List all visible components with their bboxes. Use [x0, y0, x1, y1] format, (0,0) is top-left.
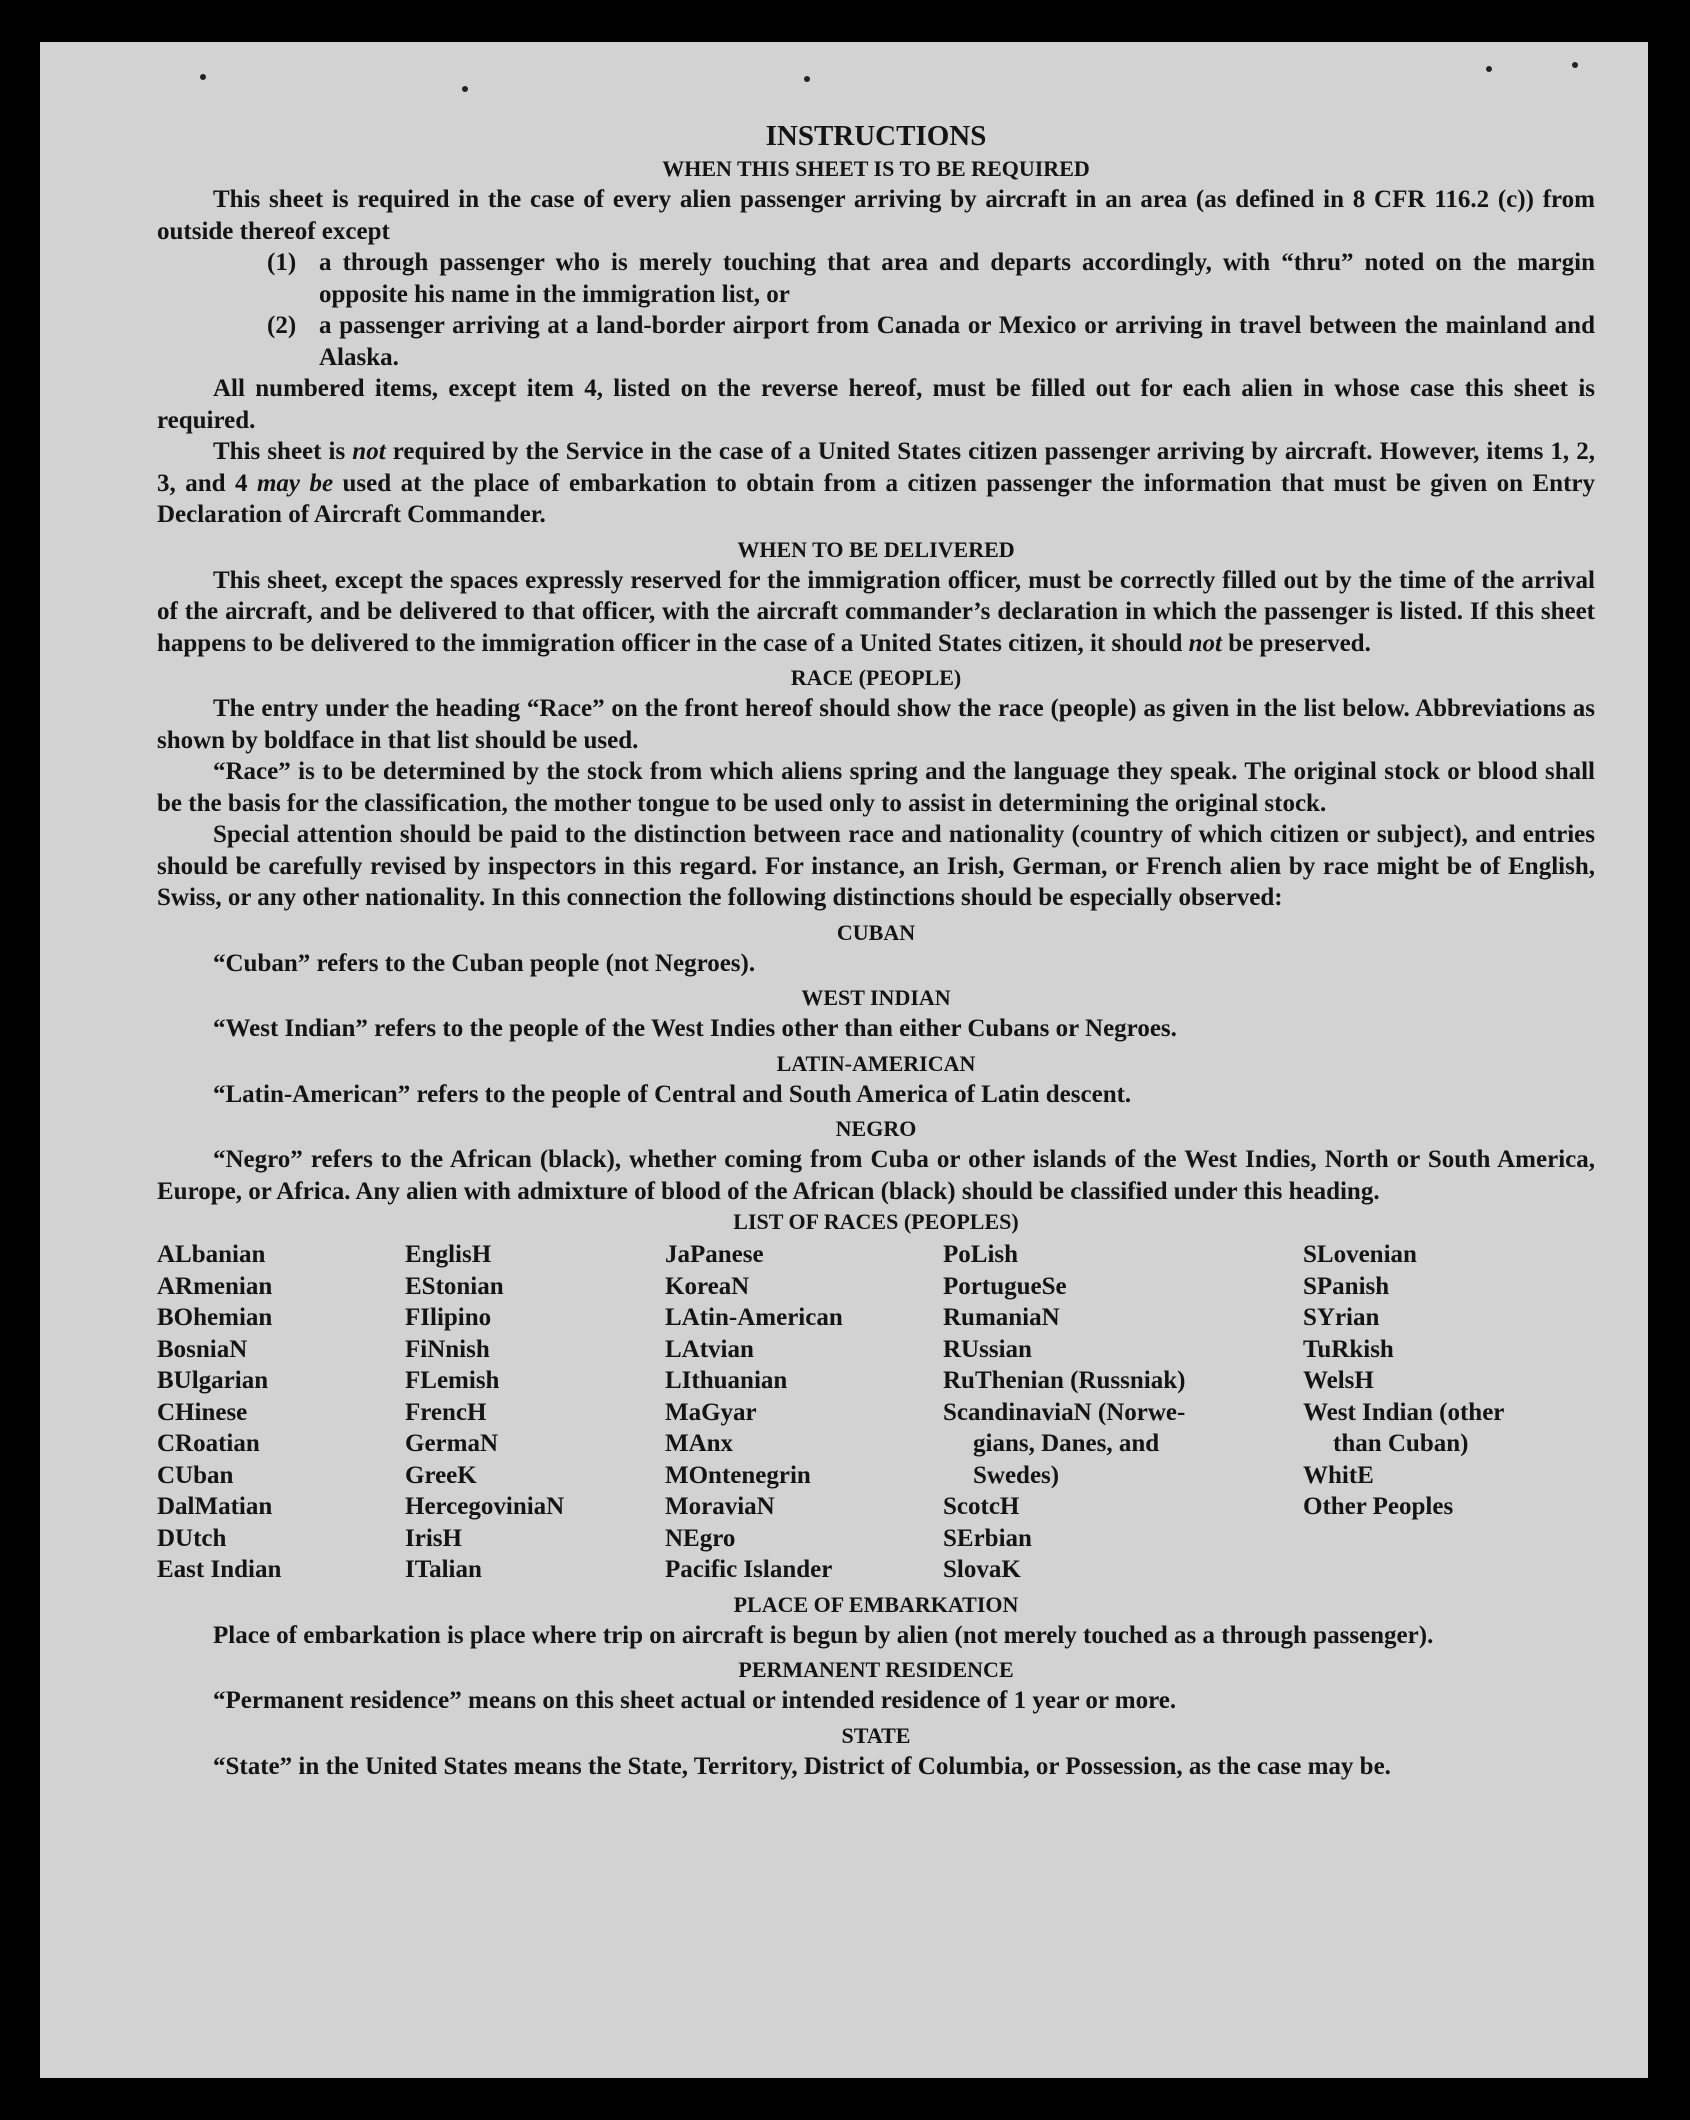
- race-item: NEgro: [665, 1524, 736, 1552]
- race-item: HercegoviniaN: [405, 1493, 565, 1520]
- race-item: GreeK: [405, 1461, 477, 1489]
- race-item: KoreaN: [665, 1272, 750, 1300]
- section-heading: WHEN TO BE DELIVERED: [737, 536, 1015, 562]
- race-item: Other Peoples: [1303, 1493, 1454, 1520]
- section-heading: WEST INDIAN: [801, 985, 951, 1010]
- race-list: [157, 1239, 1595, 1586]
- paragraph: All numbered items, except item 4, listed on the reverse hereof, must be filled out for each alien in whose case this sheet is required.: [157, 375, 1595, 434]
- race-item: TuRkish: [1303, 1335, 1394, 1363]
- race-item: RUssian: [943, 1335, 1032, 1363]
- race-item: FLemish: [405, 1367, 500, 1394]
- page-title: INSTRUCTIONS: [765, 120, 987, 152]
- race-item: EStonian: [405, 1272, 504, 1300]
- paragraph: “Cuban” refers to the Cuban people (not Negroes).: [213, 949, 756, 977]
- paragraph: [157, 436, 1595, 531]
- paragraph: “Latin-American” refers to the people of Central and South America of Latin descent.: [213, 1080, 1132, 1108]
- text-run: This sheet is: [213, 438, 353, 465]
- race-column: [157, 1239, 405, 1586]
- item-text: a through passenger who is merely touching that area and departs accordingly, with “thru” noted on the margin opposite his name in the immigration list, or: [319, 249, 1595, 308]
- race-item: FiNnish: [405, 1335, 490, 1363]
- race-item: ALbanian: [157, 1241, 266, 1268]
- race-item: MaGyar: [665, 1398, 757, 1426]
- emphasis: not: [352, 438, 386, 465]
- emphasis: may be: [256, 469, 334, 497]
- race-item: West Indian (other: [1303, 1398, 1505, 1426]
- section-heading: RACE (PEOPLE): [790, 665, 962, 690]
- race-item: MOntenegrin: [665, 1461, 811, 1489]
- scan-speck: [1572, 62, 1578, 68]
- race-item: EnglisH: [405, 1241, 492, 1268]
- race-item: GermaN: [405, 1430, 499, 1457]
- section-heading: STATE: [841, 1722, 911, 1748]
- race-item: LAtvian: [665, 1335, 754, 1363]
- race-item: FrencH: [405, 1398, 487, 1426]
- paragraph: “State” in the United States means the State, Territory, District of Columbia, or Possession, as the case may be.: [213, 1752, 1391, 1780]
- race-item: ScotcH: [943, 1493, 1020, 1520]
- race-item: PortugueSe: [943, 1272, 1067, 1300]
- paragraph: “Race” is to be determined by the stock from which aliens spring and the language they speak. The original stock or blood shall be the basis for the classification, the mother tongue to be used only to assist in determining the original stock.: [157, 758, 1595, 817]
- scan-speck: [462, 86, 468, 92]
- emphasis: not: [1188, 629, 1222, 657]
- race-item: East Indian: [157, 1556, 282, 1583]
- race-item: SYrian: [1303, 1304, 1380, 1331]
- text-run: be preserved.: [1222, 629, 1371, 657]
- race-item: JaPanese: [665, 1241, 764, 1268]
- race-item-continuation: gians, Danes, and: [973, 1430, 1160, 1457]
- race-item: SErbian: [943, 1524, 1032, 1552]
- section-heading: PLACE OF EMBARKATION: [733, 1591, 1019, 1617]
- race-item: CUban: [157, 1461, 234, 1489]
- race-item: MoraviaN: [665, 1493, 775, 1520]
- race-item: BOhemian: [157, 1304, 273, 1331]
- race-item: IrisH: [405, 1524, 462, 1552]
- race-item-continuation: than Cuban): [1333, 1430, 1469, 1457]
- race-item: WhitE: [1303, 1461, 1374, 1489]
- race-item: SlovaK: [943, 1556, 1021, 1583]
- race-item: DalMatian: [157, 1493, 273, 1520]
- list-item: [267, 310, 1595, 373]
- item-number: (2): [267, 312, 297, 339]
- race-item: FIlipino: [405, 1304, 492, 1331]
- section-heading: NEGRO: [835, 1116, 917, 1141]
- race-item: BosniaN: [157, 1335, 248, 1363]
- race-item: SLovenian: [1303, 1241, 1417, 1268]
- section-heading: LIST OF RACES (PEOPLES): [733, 1209, 1019, 1234]
- instructions-content: [157, 118, 1595, 1782]
- race-item: PoLish: [943, 1241, 1019, 1268]
- paragraph: Place of embarkation is place where trip on aircraft is begun by alien (not merely touched as a through passenger).: [213, 1621, 1434, 1649]
- text-run: required by the Service in the case of a United States citizen passenger arriving by aircraft. However, items 1, 2, 3, and 4: [157, 438, 1595, 497]
- paragraph: “Permanent residence” means on this sheet actual or intended residence of 1 year or more.: [213, 1687, 1177, 1714]
- race-item: LIthuanian: [665, 1367, 788, 1394]
- race-item: CRoatian: [157, 1430, 260, 1457]
- section-heading: LATIN-AMERICAN: [776, 1050, 976, 1076]
- race-item: ARmenian: [157, 1272, 273, 1300]
- race-column: [665, 1239, 943, 1586]
- paragraph: [157, 565, 1595, 660]
- scan-speck: [1486, 66, 1492, 72]
- race-item-continuation: Swedes): [973, 1461, 1060, 1489]
- race-item: BUlgarian: [157, 1367, 269, 1394]
- race-column: [1303, 1239, 1573, 1586]
- race-item: RuThenian (Russniak): [943, 1367, 1186, 1394]
- text-run: This sheet, except the spaces expressly reserved for the immigration officer, must be correctly filled out by the time of the arrival of the aircraft, and be delivered to that officer, with the aircraft commander’s declaration in which the passenger is listed. If this sheet happens to be delivered to the immigration officer in the case of a United States citizen, it should: [157, 566, 1595, 657]
- scan-speck: [200, 74, 206, 80]
- item-number: (1): [267, 249, 297, 276]
- section-heading: PERMANENT RESIDENCE: [738, 1657, 1014, 1682]
- race-item: ITalian: [405, 1556, 482, 1583]
- race-item: SPanish: [1303, 1272, 1390, 1300]
- paragraph: “Negro” refers to the African (black), whether coming from Cuba or other islands of the West Indies, North or South America, Europe, or Africa. Any alien with admixture of blood of the African (black) should be classified under this heading.: [157, 1146, 1595, 1205]
- text-run: used at the place of embarkation to obtain from a citizen passenger the information that must be given on Entry Declaration of Aircraft Commander.: [157, 469, 1595, 528]
- race-item: LAtin-American: [665, 1304, 843, 1331]
- race-item: Pacific Islander: [665, 1556, 833, 1583]
- race-item: CHinese: [157, 1398, 248, 1426]
- paragraph: Special attention should be paid to the distinction between race and nationality (country of which citizen or subject), and entries should be carefully revised by inspectors in this regard. For instance, an Irish, German, or French alien by race might be of English, Swiss, or any other nationality. In this connection the following distinctions should be especially observed:: [157, 821, 1595, 911]
- list-item: [267, 247, 1595, 310]
- paragraph: “West Indian” refers to the people of the West Indies other than either Cubans or Negroes.: [213, 1015, 1177, 1042]
- document-page: [40, 42, 1648, 2078]
- race-item: WelsH: [1303, 1367, 1374, 1394]
- scan-speck: [804, 76, 810, 82]
- race-item: MAnx: [665, 1430, 734, 1457]
- section-heading: WHEN THIS SHEET IS TO BE REQUIRED: [662, 156, 1090, 181]
- paragraph: The entry under the heading “Race” on the front hereof should show the race (people) as given in the list below. Abbreviations as shown by boldface in that list should be used.: [157, 695, 1595, 754]
- race-item: RumaniaN: [943, 1304, 1060, 1331]
- race-column: [943, 1239, 1303, 1586]
- item-text: a passenger arriving at a land-border airport from Canada or Mexico or arriving in travel between the mainland and Alaska.: [319, 312, 1595, 371]
- race-item: ScandinaviaN (Norwe-: [943, 1398, 1186, 1426]
- race-column: [405, 1239, 665, 1586]
- race-item: DUtch: [157, 1524, 227, 1552]
- section-heading: CUBAN: [836, 919, 916, 945]
- paragraph: This sheet is required in the case of every alien passenger arriving by aircraft in an area (as defined in 8 CFR 116.2 (c)) from outside thereof except: [157, 186, 1595, 245]
